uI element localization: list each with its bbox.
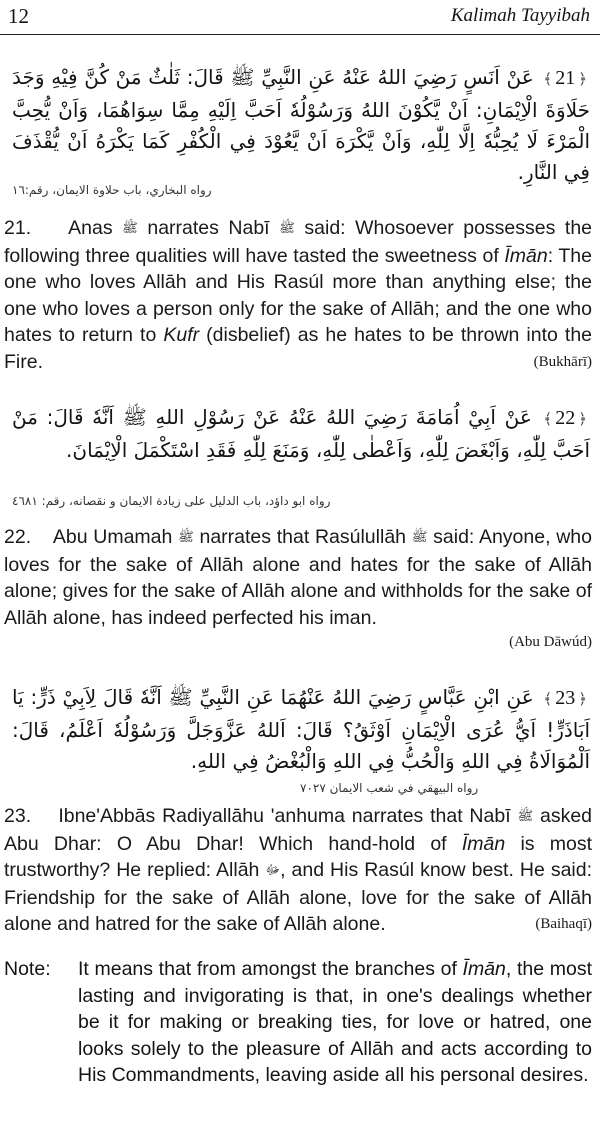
hadith-number: 21 bbox=[555, 67, 576, 89]
hadith-23-arabic-ref: رواه البيهقي في شعب الايمان ٧٠٢٧ bbox=[300, 781, 479, 795]
jalla-honorific-icon: ﷻ bbox=[265, 863, 281, 878]
header-rule bbox=[0, 34, 600, 35]
salla-honorific-icon: ﷺ bbox=[411, 530, 428, 545]
hadith-source: (Abu Dāwúd) bbox=[509, 634, 592, 650]
hadith-21-arabic-ref: رواه البخاري، باب حلاوة الايمان، رقم:١٦ bbox=[12, 183, 212, 197]
ornament-bracket-icon: ﴿ bbox=[578, 410, 588, 428]
hadith-23-arabic bbox=[12, 682, 590, 777]
radi-honorific-icon: ﷺ bbox=[122, 221, 138, 236]
note-label: Note: bbox=[4, 958, 51, 980]
running-title: Kalimah Tayyibah bbox=[450, 5, 590, 26]
ornament-bracket-icon: ﴿ bbox=[578, 70, 588, 88]
hadith-22-arabic-ref: رواه ابو داؤد، باب الدليل على زيادة الايمان و نقصانه، رقم: ٤٦٨١ bbox=[12, 494, 331, 508]
hadith-num: 23. bbox=[4, 805, 32, 827]
hadith-num: 21. bbox=[4, 217, 32, 239]
hadith-num: 22. bbox=[4, 526, 32, 548]
hadith-23-english: 23. Ibne'Abbās Radiyallāhu 'anhuma narrates that Nabī ﷺ asked Abu Dhar: O Abu Dhar! Which hand-hold of Īmān is most trustworthy? He replied: Allāh ﷻ, and His Rasúl know best. He said: Friendship for the sake of Allāh alone, love for the sake of Allāh alone and hatred for the sake of Allāh alone. (Baihaqī) bbox=[4, 803, 592, 938]
page-header bbox=[0, 0, 600, 40]
hadith-number: 23 bbox=[555, 687, 576, 709]
ornament-bracket-icon: ﴾ bbox=[543, 410, 553, 428]
ornament-bracket-icon: ﴿ bbox=[578, 690, 587, 708]
hadith-22-english: 22. Abu Umamah ﷺ narrates that Rasúlullāh ﷺ said: Anyone, who loves for the sake of Allāh alone and hates for the sake of Allāh alone; gives for the sake of Allāh alone and withholds for the sake of Allāh alone, has indeed perfected his iman. (Abu Dāwúd) bbox=[4, 524, 592, 653]
arabic-text: عَنْ اَنَسٍ رَضِيَ اللهُ عَنْهُ عَنِ النَّبِيِّ ﷺ قَالَ: ثَلٰثٌ مَنْ كُنَّ فِيْهِ وَجَدَ حَلَاوَةَ الْاِيْمَانِ: اَنْ يَّكُوْنَ اللهُ وَرَسُوْلُهٗ اَحَبَّ اِلَيْهِ مِمَّا سِوَاهُمَا، وَاَنْ يُّحِبَّ الْمَرْءَ لَا يُحِبُّهٗ اِلَّا لِلّٰهِ، وَاَنْ يَّكْرَهَ اَنْ يَّعُوْدَ فِي الْكُفْرِ كَمَا يَكْرَهُ اَنْ يُّقْذَفَ فِي النَّارِ. bbox=[12, 65, 590, 184]
hadith-22-arabic bbox=[12, 402, 590, 466]
note-text: It means that from amongst the branches of Īmān, the most lasting and invigorating is that, in one's dealings whether be it for making or breaking ties, for love or hatred, one looks solely to the pleasure of Allāh and acts according to His Commandments, leaving aside all his personal desires. bbox=[78, 958, 593, 1086]
page-number: 12 bbox=[8, 4, 29, 28]
ornament-bracket-icon: ﴾ bbox=[543, 690, 553, 708]
ornament-bracket-icon: ﴾ bbox=[543, 70, 553, 88]
hadith-source: (Baihaqī) bbox=[535, 916, 592, 932]
salla-honorific-icon: ﷺ bbox=[279, 221, 295, 236]
radi-honorific-icon: ﷺ bbox=[178, 530, 194, 545]
arabic-text: عَنِ ابْنِ عَبَّاسٍ رَضِيَ اللهُ عَنْهُمَا عَنِ النَّبِيِّ ﷺ اَنَّهٗ قَالَ لِاَبِيْ ذَرٍّ: يَا اَبَاذَرٍّ! اَيُّ عُرَى الْاِيْمَانِ اَوْثَقُ؟ قَالَ: اَللهُ عَزَّوَجَلَّ وَرَسُوْلُهٗ اَعْلَمُ، قَالَ: اَلْمُوَالَاةُ فِي اللهِ وَالْحُبُّ فِي اللهِ وَالْبُغْضُ فِي اللهِ. bbox=[12, 685, 590, 773]
hadith-21-english: 21. Anas ﷺ narrates Nabī ﷺ said: Whosoever possesses the following three qualities will have tasted the sweetness of Īmān: The one who loves Allāh and His Rasúl more than anything else; the one who loves a person only for the sake of Allāh; and the one who hates to return to Kufr (disbelief) as he hates to be thrown into the Fire. (Bukhārī) bbox=[4, 215, 592, 375]
hadith-21-arabic bbox=[12, 62, 590, 188]
arabic-text: عَنْ اَبِيْ اُمَامَةَ رَضِيَ اللهُ عَنْهُ عَنْ رَسُوْلِ اللهِ ﷺ اَنَّهٗ قَالَ: مَنْ اَحَبَّ لِلّٰهِ، وَاَبْغَضَ لِلّٰهِ، وَاَعْطٰى لِلّٰهِ، وَمَنَعَ لِلّٰهِ فَقَدِ اسْتَكْمَلَ الْاِيْمَانَ. bbox=[12, 405, 590, 462]
hadith-source: (Bukhārī) bbox=[533, 353, 592, 370]
hadith-number: 22 bbox=[555, 407, 576, 429]
salla-honorific-icon: ﷺ bbox=[517, 809, 534, 824]
